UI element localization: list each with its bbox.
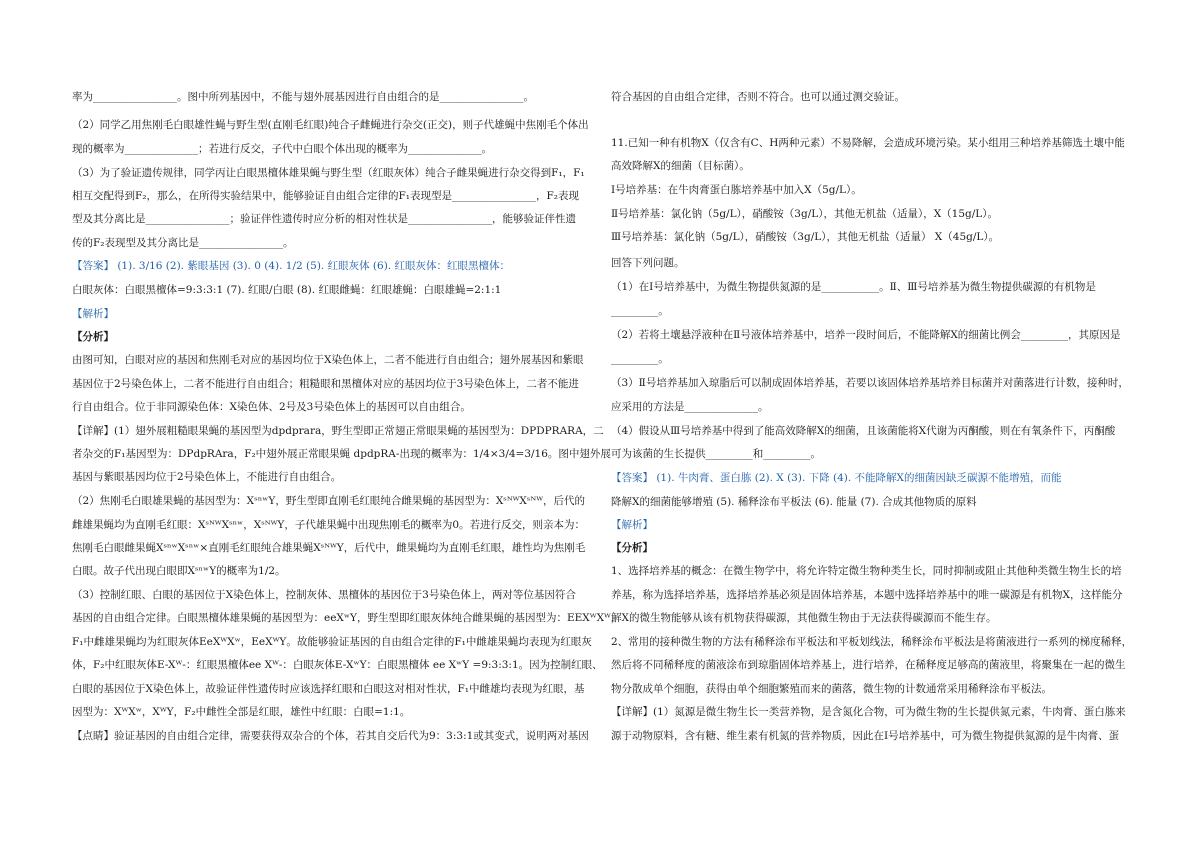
text-line: （3）控制红眼、白眼的基因位于X染色体上，控制灰体、黑檀体的基因位于3号染色体上，两对等位基因符合 — [72, 589, 576, 601]
answer-line: 白眼灰体：白眼黑檀体=9:3:3:1 (7). 红眼/白眼 (8). 红眼雌蝇：红眼雄蝇：白眼雄蝇=2:1:1 — [72, 284, 502, 296]
text-line: Ⅲ号培养基：氯化钠（5g/L），硝酸铵（3g/L），其他无机盐（适量） X（45g/L）。 — [611, 231, 1000, 243]
text-line: 符合基因的自由组合定律，否则不符合。也可以通过测交验证。 — [611, 91, 905, 103]
text-line: 行自由组合。位于非同源染色体：X染色体、2号及3号染色体上的基因可以自由组合。 — [72, 401, 471, 413]
text-line: 基因位于2号染色体上，二者不能进行自由组合；粗糙眼和黑檀体对应的基因均位于3号染色体上，二者不能进 — [72, 378, 579, 390]
section-heading: 【分析】 — [72, 331, 114, 343]
text-line: 率为________________。图中所列基因中，不能与翅外展基因进行自由组合的是________________。 — [72, 91, 534, 103]
text-line: （2）若将土壤悬浮液种在Ⅱ号液体培养基中，培养一段时间后，不能降解X的细菌比例会_________，其原因是 — [611, 329, 1121, 341]
text-line: 型及其分离比是________________；验证伴性遗传时应分析的相对性状是________________，能够验证伴性遗 — [72, 213, 576, 225]
text-line: 者杂交的F₁基因型为：DPdpRAra，F₂中翅外展正常眼果蝇 dpdpRA-出现的概率为：1/4×3/4=3/16。图中翅外展 — [72, 448, 611, 460]
text-line: （4）假设从Ⅲ号培养基中得到了能高效降解X的细菌，且该菌能将X代谢为丙酮酸，则在有氧条件下，丙酮酸 — [611, 425, 1116, 437]
text-line: （2）同学乙用焦刚毛白眼雄性蝇与野生型(直刚毛红眼)纯合子雌蝇进行杂交(正交)，则子代雄蝇中焦刚毛个体出 — [72, 119, 589, 131]
analysis-heading: 【解析】 — [72, 308, 114, 320]
answer-line: 【答案】 (1). 3/16 (2). 紫眼基因 (3). 0 (4). 1/2 (5). 红眼灰体 (6). 红眼灰体：红眼黑檀体： — [72, 260, 510, 272]
text-line: 现的概率为______________；若进行反交，子代中白眼个体出现的概率为______________。 — [72, 143, 492, 155]
text-line: 然后将不同稀释度的菌液涂布到琼脂固体培养基上，进行培养，在稀释度足够高的菌液里，将聚集在一起的微生 — [611, 659, 1126, 671]
answer-line: 【答案】 (1). 牛肉膏、蛋白胨 (2). X (3). 下降 (4). 不能降解X的细菌因缺乏碳源不能增殖，而能 — [611, 472, 1062, 484]
text-line: 体，F₂中红眼灰体E-Xᵂ-：红眼黑檀体ee Xᵂ-：白眼灰体E-XʷY：白眼黑檀体 ee XʷY =9:3:3:1。因为控制红眼、 — [72, 659, 603, 671]
text-line: 回答下列问题。 — [611, 257, 685, 269]
text-line: 【详解】(1）翅外展粗糙眼果蝇的基因型为dpdprara，野生型即正常翅正常眼果蝇的基因型为：DPDPRARA，二 — [72, 425, 604, 437]
text-line: 由图可知，白眼对应的基因和焦刚毛对应的基因均位于X染色体上，二者不能进行自由组合；翅外展基因和紫眼 — [72, 354, 584, 366]
text-line: 因型为：XᵂXʷ，XᵂY，F₂中雌性全部是红眼，雄性中红眼：白眼=1:1。 — [72, 706, 411, 718]
text-line: 相互交配得到F₂，那么，在所得实验结果中，能够验证自由组合定律的F₁表现型是________________，F₂表现 — [72, 190, 579, 202]
text-line: 1、选择培养基的概念：在微生物学中，将允许特定微生物种类生长，同时抑制或阻止其他种类微生物生长的培 — [611, 565, 1122, 577]
analysis-heading: 【解析】 — [611, 519, 653, 531]
text-line: 基因与紫眼基因均位于2号染色体上，不能进行自由组合。 — [72, 471, 342, 483]
question-line: 高效降解X的细菌（目标菌）。 — [611, 160, 750, 172]
text-line: Ⅰ号培养基：在牛肉膏蛋白胨培养基中加入X（5g/L）。 — [611, 184, 862, 196]
text-line: 焦刚毛白眼雌果蝇XˢⁿʷXˢⁿʷ×直刚毛红眼纯合雄果蝇XˢᴺᵂY，后代中，雌果蝇均为直刚毛红眼，雄性均为焦刚毛 — [72, 542, 586, 554]
text-line: 物分散成单个细胞，获得由单个细胞繁殖而来的菌落，微生物的计数通常采用稀释涂布平板法。 — [611, 683, 1052, 695]
text-line: 【详解】(1）氮源是微生物生长一类营养物，是含氮化合物，可为微生物的生长提供氮元素，牛肉膏、蛋白胨来 — [611, 706, 1126, 718]
text-line: F₁中雌雄果蝇均为红眼灰体EeXᵂXʷ，EeXᵂY。故能够验证基因的自由组合定律的F₁中雌雄果蝇均表现为红眼灰 — [72, 636, 592, 648]
text-line: _________。 — [611, 305, 669, 317]
text-line: 解X的微生物能够从该有机物获得碳源，其他微生物由于无法获得碳源而不能生存。 — [611, 612, 997, 624]
text-line: （1）在Ⅰ号培养基中，为微生物提供氮源的是___________。Ⅱ、Ⅲ号培养基为微生物提供碳源的有机物是 — [611, 281, 1096, 293]
text-line: 源于动物原料，含有糖、维生素有机氮的营养物质，因此在Ⅰ号培养基中，可为微生物提供氮源的是牛肉膏、蛋 — [611, 730, 1120, 742]
text-line: （3）Ⅱ号培养基加入琼脂后可以制成固体培养基，若要以该固体培养基培养目标菌并对菌落进行计数，接种时， — [611, 377, 1129, 389]
text-line: 雌雄果蝇均为直刚毛红眼：XˢᴺᵂXˢⁿʷ，XˢᴺᵂY，子代雄果蝇中出现焦刚毛的概率为0。若进行反交，则亲本为： — [72, 519, 586, 531]
text-line: 可为该菌的生长提供_________和_________。 — [611, 448, 821, 460]
text-line: _________。 — [611, 353, 669, 365]
text-line: （2）焦刚毛白眼雄果蝇的基因型为：XˢⁿʷY，野生型即直刚毛红眼纯合雌果蝇的基因型为：XˢᴺᵂXˢᴺᵂ，后代的 — [72, 495, 586, 507]
answer-line: 降解X的细菌能够增殖 (5). 稀释涂布平板法 (6). 能量 (7). 合成其他物质的原料 — [611, 496, 977, 508]
text-line: 2、常用的接种微生物的方法有稀释涂布平板法和平板划线法，稀释涂布平板法是将菌液进行一系列的梯度稀释， — [611, 636, 1133, 648]
text-line: 白眼。故子代出现白眼即XˢⁿʷY的概率为1/2。 — [72, 565, 286, 577]
tip-line: 【点睛】验证基因的自由组合定律，需要获得双杂合的个体，若其自交后代为9：3:3:1或其变式，说明两对基因 — [72, 730, 589, 742]
question-line: 11.已知一种有机物X（仅含有C、H两种元素）不易降解，会造成环境污染。某小组用三种培养基筛选土壤中能 — [611, 137, 1125, 149]
section-heading: 【分析】 — [611, 542, 653, 554]
text-line: 传的F₂表现型及其分离比是________________。 — [72, 237, 294, 249]
text-line: （3）为了验证遗传规律，同学丙让白眼黑檀体雄果蝇与野生型（红眼灰体）纯合子雌果蝇进行杂交得到F₁，F₁ — [72, 167, 585, 179]
text-line: 养基，称为选择培养基，选择培养基必须是固体培养基，本题中选择培养基中的唯一碳源是有机物X，这样能分 — [611, 589, 1123, 601]
text-line: 应采用的方法是______________。 — [611, 401, 769, 413]
text-line: Ⅱ号培养基：氯化钠（5g/L），硝酸铵（3g/L），其他无机盐（适量），X（15g/L）。 — [611, 208, 999, 220]
text-line: 白眼的基因位于X染色体上，故验证伴性遗传时应该选择红眼和白眼这对相对性状，F₁中雌雄均表现为红眼，基 — [72, 683, 585, 695]
text-line: 基因的自由组合定律。白眼黑檀体雄果蝇的基因型为：eeXʷY，野生型即红眼灰体纯合雌果蝇的基因型为：EEXᵂXᵂ， — [72, 612, 622, 624]
